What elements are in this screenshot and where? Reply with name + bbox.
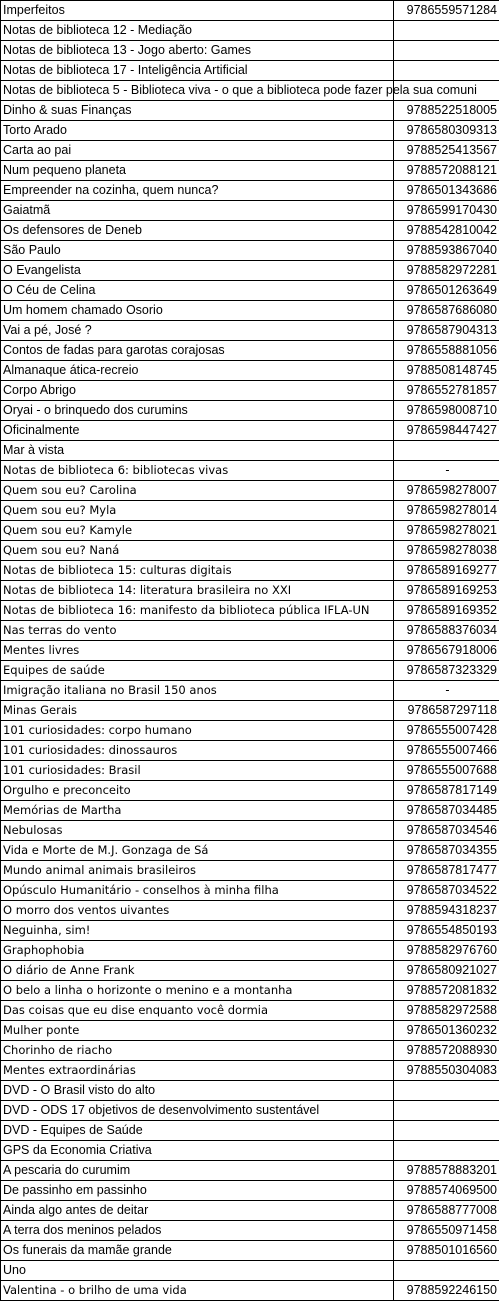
table-row xyxy=(1,141,499,161)
table-row xyxy=(1,601,499,621)
title-cell[interactable]: A terra dos meninos pelados xyxy=(1,1221,394,1241)
isbn-cell[interactable]: 9786587297118 xyxy=(394,701,499,721)
isbn-cell[interactable] xyxy=(394,1121,499,1141)
isbn-cell[interactable]: 9786588376034 xyxy=(394,621,499,641)
isbn-cell[interactable]: 9786580309313 xyxy=(394,121,499,141)
isbn-cell[interactable]: 9788592246150 xyxy=(394,1281,499,1301)
table-row xyxy=(1,961,499,981)
isbn-cell[interactable]: 9786559571284 xyxy=(394,1,499,21)
title-cell[interactable]: São Paulo xyxy=(1,241,394,261)
table-row xyxy=(1,801,499,821)
title-cell[interactable]: O diário de Anne Frank xyxy=(1,961,394,981)
title-cell[interactable]: De passinho em passinho xyxy=(1,1181,394,1201)
table-row xyxy=(1,1121,499,1141)
title-cell[interactable]: Mentes extraordinárias xyxy=(1,1061,394,1081)
table-row xyxy=(1,1141,499,1161)
table-row xyxy=(1,841,499,861)
table-row xyxy=(1,461,499,481)
table-row xyxy=(1,1061,499,1081)
title-cell[interactable]: Gaiatmã xyxy=(1,201,394,221)
spreadsheet-body xyxy=(1,1,499,1301)
table-row xyxy=(1,301,499,321)
isbn-cell[interactable]: 9786567918006 xyxy=(394,641,499,661)
title-cell[interactable]: Das coisas que eu dise enquanto você dormia xyxy=(1,1001,394,1021)
table-row xyxy=(1,221,499,241)
table-row xyxy=(1,521,499,541)
isbn-cell[interactable] xyxy=(394,21,499,41)
isbn-cell[interactable]: 9786587034355 xyxy=(394,841,499,861)
table-row xyxy=(1,1241,499,1261)
isbn-cell[interactable]: 9786587034485 xyxy=(394,801,499,821)
title-cell[interactable]: Quem sou eu? Myla xyxy=(1,501,394,521)
isbn-cell[interactable]: 9786599170430 xyxy=(394,201,499,221)
title-cell[interactable]: Notas de biblioteca 16: manifesto da biblioteca pública IFLA-UN xyxy=(1,601,394,621)
isbn-cell[interactable]: 9786501360232 xyxy=(394,1021,499,1041)
title-cell[interactable]: GPS da Economia Criativa xyxy=(1,1141,394,1161)
table-row xyxy=(1,721,499,741)
table-row xyxy=(1,741,499,761)
isbn-cell[interactable]: 9786501263649 xyxy=(394,281,499,301)
isbn-cell[interactable] xyxy=(394,1261,499,1281)
title-cell[interactable]: Os defensores de Deneb xyxy=(1,221,394,241)
table-row xyxy=(1,981,499,1001)
title-cell[interactable]: Notas de biblioteca 14: literatura brasileira no XXI xyxy=(1,581,394,601)
isbn-cell[interactable]: 9786552781857 xyxy=(394,381,499,401)
table-row xyxy=(1,81,499,101)
title-cell[interactable]: Contos de fadas para garotas corajosas xyxy=(1,341,394,361)
table-row xyxy=(1,201,499,221)
title-cell[interactable]: Notas de biblioteca 13 - Jogo aberto: Games xyxy=(1,41,394,61)
title-cell[interactable]: O Céu de Celina xyxy=(1,281,394,301)
title-cell[interactable]: Corpo Abrigo xyxy=(1,381,394,401)
title-cell[interactable]: Notas de biblioteca 6: bibliotecas vivas xyxy=(1,461,394,481)
title-cell[interactable]: Notas de biblioteca 15: culturas digitais xyxy=(1,561,394,581)
title-cell[interactable]: Notas de biblioteca 17 - Inteligência Artificial xyxy=(1,61,394,81)
title-cell[interactable]: Quem sou eu? Naná xyxy=(1,541,394,561)
isbn-cell[interactable]: 9786589169253 xyxy=(394,581,499,601)
title-cell[interactable]: Neguinha, sim! xyxy=(1,921,394,941)
title-cell[interactable]: DVD - Equipes de Saúde xyxy=(1,1121,394,1141)
isbn-cell[interactable]: 9786558881056 xyxy=(394,341,499,361)
table-row xyxy=(1,1201,499,1221)
isbn-cell[interactable]: 9786550971458 xyxy=(394,1221,499,1241)
title-cell[interactable]: Vida e Morte de M.J. Gonzaga de Sá xyxy=(1,841,394,861)
table-row xyxy=(1,1041,499,1061)
isbn-cell[interactable]: 9786587817477 xyxy=(394,861,499,881)
isbn-cell[interactable]: 9786587686080 xyxy=(394,301,499,321)
title-cell[interactable]: Num pequeno planeta xyxy=(1,161,394,181)
table-row xyxy=(1,1001,499,1021)
isbn-cell[interactable]: 9788550304083 xyxy=(394,1061,499,1081)
title-cell[interactable]: Imperfeitos xyxy=(1,1,394,21)
table-row xyxy=(1,821,499,841)
isbn-cell[interactable]: 9786555007428 xyxy=(394,721,499,741)
table-row xyxy=(1,681,499,701)
table-row xyxy=(1,701,499,721)
isbn-cell[interactable]: 9786555007466 xyxy=(394,741,499,761)
isbn-cell[interactable] xyxy=(394,1141,499,1161)
isbn-cell[interactable]: 9786598278038 xyxy=(394,541,499,561)
title-cell[interactable]: Carta ao pai xyxy=(1,141,394,161)
table-row xyxy=(1,581,499,601)
title-cell[interactable]: Minas Gerais xyxy=(1,701,394,721)
isbn-cell[interactable]: - xyxy=(394,681,499,701)
title-cell[interactable]: Opúsculo Humanitário - conselhos à minha filha xyxy=(1,881,394,901)
title-cell[interactable]: Quem sou eu? Carolina xyxy=(1,481,394,501)
table-row xyxy=(1,421,499,441)
isbn-cell[interactable]: 9786501343686 xyxy=(394,181,499,201)
table-row xyxy=(1,1281,499,1301)
table-row xyxy=(1,781,499,801)
table-row xyxy=(1,381,499,401)
table-row xyxy=(1,281,499,301)
table-row xyxy=(1,1021,499,1041)
table-row xyxy=(1,61,499,81)
title-cell[interactable]: DVD - ODS 17 objetivos de desenvolvimento sustentável xyxy=(1,1101,394,1121)
title-cell[interactable]: Vai a pé, José ? xyxy=(1,321,394,341)
title-cell[interactable]: O morro dos ventos uivantes xyxy=(1,901,394,921)
isbn-cell[interactable]: 9786588777008 xyxy=(394,1201,499,1221)
table-row xyxy=(1,181,499,201)
table-row xyxy=(1,1221,499,1241)
table-row xyxy=(1,761,499,781)
isbn-cell[interactable]: 9786598447427 xyxy=(394,421,499,441)
title-cell[interactable]: DVD - O Brasil visto do alto xyxy=(1,1081,394,1101)
isbn-cell[interactable]: 9786598008710 xyxy=(394,401,499,421)
table-row xyxy=(1,481,499,501)
table-row xyxy=(1,561,499,581)
isbn-cell[interactable]: 9788501016560 xyxy=(394,1241,499,1261)
title-cell[interactable]: Notas de biblioteca 5 - Biblioteca viva - o que a biblioteca pode fazer pela sua comuni xyxy=(1,81,394,101)
table-row xyxy=(1,321,499,341)
title-cell[interactable]: Mundo animal animais brasileiros xyxy=(1,861,394,881)
table-row xyxy=(1,121,499,141)
title-cell[interactable]: Empreender na cozinha, quem nunca? xyxy=(1,181,394,201)
isbn-cell[interactable]: 9788525413567 xyxy=(394,141,499,161)
table-row xyxy=(1,1081,499,1101)
table-row xyxy=(1,21,499,41)
table-row xyxy=(1,241,499,261)
title-cell[interactable]: Mentes livres xyxy=(1,641,394,661)
isbn-cell[interactable] xyxy=(394,61,499,81)
title-cell[interactable]: Valentina - o brilho de uma vida xyxy=(1,1281,394,1301)
table-row xyxy=(1,161,499,181)
table-row xyxy=(1,401,499,421)
isbn-cell[interactable]: 9786587904313 xyxy=(394,321,499,341)
table-row xyxy=(1,541,499,561)
title-cell[interactable]: Mulher ponte xyxy=(1,1021,394,1041)
title-cell[interactable]: Torto Arado xyxy=(1,121,394,141)
table-row xyxy=(1,641,499,661)
title-cell[interactable]: O belo a linha o horizonte o menino e a montanha xyxy=(1,981,394,1001)
isbn-cell[interactable] xyxy=(394,41,499,61)
isbn-cell[interactable]: 9788522518005 xyxy=(394,101,499,121)
title-cell[interactable]: Oficinalmente xyxy=(1,421,394,441)
title-cell[interactable]: O Evangelista xyxy=(1,261,394,281)
isbn-cell[interactable]: 9788508148745 xyxy=(394,361,499,381)
isbn-cell[interactable]: 9788572088930 xyxy=(394,1041,499,1061)
title-cell[interactable]: Os funerais da mamãe grande xyxy=(1,1241,394,1261)
isbn-cell[interactable]: 9786580921027 xyxy=(394,961,499,981)
isbn-cell[interactable]: 9788572088121 xyxy=(394,161,499,181)
isbn-cell[interactable]: 9786598278021 xyxy=(394,521,499,541)
isbn-cell[interactable]: 9788582972281 xyxy=(394,261,499,281)
isbn-cell[interactable] xyxy=(394,1101,499,1121)
isbn-cell[interactable]: 9788582976760 xyxy=(394,941,499,961)
title-cell[interactable]: Notas de biblioteca 12 - Mediação xyxy=(1,21,394,41)
table-row xyxy=(1,941,499,961)
table-row xyxy=(1,881,499,901)
title-cell[interactable]: Chorinho de riacho xyxy=(1,1041,394,1061)
table-row xyxy=(1,1101,499,1121)
table-row xyxy=(1,1161,499,1181)
isbn-cell[interactable] xyxy=(394,1081,499,1101)
title-cell[interactable]: Nas terras do vento xyxy=(1,621,394,641)
isbn-cell[interactable]: 9788594318237 xyxy=(394,901,499,921)
title-cell[interactable]: Uno xyxy=(1,1261,394,1281)
table-row xyxy=(1,901,499,921)
title-cell[interactable]: Memórias de Martha xyxy=(1,801,394,821)
table-row xyxy=(1,361,499,381)
title-cell[interactable]: Quem sou eu? Kamyle xyxy=(1,521,394,541)
isbn-cell[interactable]: 9786598278014 xyxy=(394,501,499,521)
title-cell[interactable]: A pescaria do curumim xyxy=(1,1161,394,1181)
title-cell[interactable]: Oryai - o brinquedo dos curumins xyxy=(1,401,394,421)
isbn-cell[interactable]: 9786587034522 xyxy=(394,881,499,901)
title-cell[interactable]: Ainda algo antes de deitar xyxy=(1,1201,394,1221)
isbn-cell[interactable]: 9788578883201 xyxy=(394,1161,499,1181)
table-row xyxy=(1,621,499,641)
title-cell[interactable]: Graphophobia xyxy=(1,941,394,961)
isbn-cell[interactable] xyxy=(394,441,499,461)
isbn-cell[interactable]: - xyxy=(394,461,499,481)
title-cell[interactable]: Almanaque ática-recreio xyxy=(1,361,394,381)
table-row xyxy=(1,1261,499,1281)
title-cell[interactable]: 101 curiosidades: corpo humano xyxy=(1,721,394,741)
isbn-cell[interactable]: 9786587817149 xyxy=(394,781,499,801)
isbn-cell[interactable]: 9786554850193 xyxy=(394,921,499,941)
isbn-cell[interactable]: 9788593867040 xyxy=(394,241,499,261)
table-row xyxy=(1,441,499,461)
isbn-cell[interactable]: 9786587034546 xyxy=(394,821,499,841)
title-cell[interactable]: Um homem chamado Osorio xyxy=(1,301,394,321)
table-row xyxy=(1,1,499,21)
table-row xyxy=(1,1181,499,1201)
title-cell[interactable]: Orgulho e preconceito xyxy=(1,781,394,801)
table-row xyxy=(1,341,499,361)
table-row xyxy=(1,861,499,881)
title-cell[interactable]: Dinho & suas Finanças xyxy=(1,101,394,121)
isbn-cell[interactable]: 9786587323329 xyxy=(394,661,499,681)
table-row xyxy=(1,261,499,281)
title-cell[interactable]: Nebulosas xyxy=(1,821,394,841)
table-row xyxy=(1,41,499,61)
title-cell[interactable]: Mar à vista xyxy=(1,441,394,461)
table-row xyxy=(1,101,499,121)
title-cell[interactable]: 101 curiosidades: dinossauros xyxy=(1,741,394,761)
title-cell[interactable]: Equipes de saúde xyxy=(1,661,394,681)
isbn-cell[interactable]: 9786598278007 xyxy=(394,481,499,501)
table-row xyxy=(1,921,499,941)
title-cell[interactable]: Imigração italiana no Brasil 150 anos xyxy=(1,681,394,701)
isbn-cell[interactable]: 9786555007688 xyxy=(394,761,499,781)
isbn-cell[interactable]: 9786589169277 xyxy=(394,561,499,581)
table-row xyxy=(1,661,499,681)
title-cell[interactable]: 101 curiosidades: Brasil xyxy=(1,761,394,781)
isbn-cell[interactable]: 9788572081832 xyxy=(394,981,499,1001)
isbn-cell[interactable]: 9786589169352 xyxy=(394,601,499,621)
isbn-cell[interactable]: 9788542810042 xyxy=(394,221,499,241)
table-row xyxy=(1,501,499,521)
isbn-cell[interactable]: 9788582972588 xyxy=(394,1001,499,1021)
isbn-cell[interactable]: 9788574069500 xyxy=(394,1181,499,1201)
